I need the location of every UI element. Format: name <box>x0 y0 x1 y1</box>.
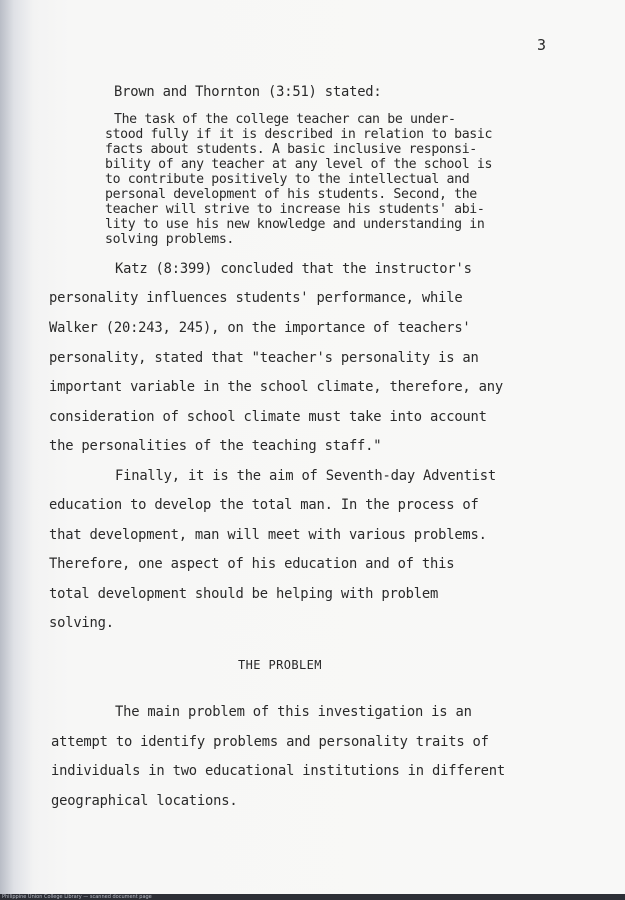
text-line: attempt to identify problems and personality traits of <box>51 734 489 750</box>
text-line: The main problem of this investigation is an <box>115 704 472 720</box>
text-line: individuals in two educational institutions in different <box>51 763 505 779</box>
text-line: Walker (20:243, 245), on the importance of teachers' <box>49 320 471 336</box>
text-line: personality, stated that "teacher's personality is an <box>49 350 479 366</box>
page-number: 3 <box>537 36 547 54</box>
text-line: Therefore, one aspect of his education and of this <box>49 556 455 572</box>
text-line: the personalities of the teaching staff." <box>49 438 382 454</box>
text-line: Finally, it is the aim of Seventh-day Adventist <box>115 468 497 484</box>
quote-line: facts about students. A basic inclusive responsi- <box>105 142 477 157</box>
text-line: Katz (8:399) concluded that the instructor's <box>115 261 472 277</box>
text-line: solving. <box>49 615 114 631</box>
text-line: geographical locations. <box>51 793 238 809</box>
text-line: personality influences students' performance, while <box>49 290 463 306</box>
text-line: education to develop the total man. In the process of <box>49 497 479 513</box>
quote-line: to contribute positively to the intellectual and <box>105 172 470 187</box>
scan-footer: Philippine Union College Library — scanned document page <box>0 894 625 900</box>
quote-line: lity to use his new knowledge and understanding in <box>105 217 485 232</box>
text-line: important variable in the school climate, therefore, any <box>49 379 503 395</box>
text-line: consideration of school climate must take into account <box>49 409 487 425</box>
quote-line: The task of the college teacher can be under- <box>114 112 456 127</box>
quote-line: teacher will strive to increase his students' abi- <box>105 202 485 217</box>
text-line: total development should be helping with problem <box>49 586 439 602</box>
section-heading: THE PROBLEM <box>238 658 322 672</box>
quote-line: bility of any teacher at any level of the school is <box>105 157 493 172</box>
quote-line: solving problems. <box>105 232 235 247</box>
quote-line: personal development of his students. Second, the <box>105 187 477 202</box>
quote-line: stood fully if it is described in relation to basic <box>105 127 493 142</box>
intro-line: Brown and Thornton (3:51) stated: <box>114 84 382 100</box>
text-line: that development, man will meet with various problems. <box>49 527 487 543</box>
